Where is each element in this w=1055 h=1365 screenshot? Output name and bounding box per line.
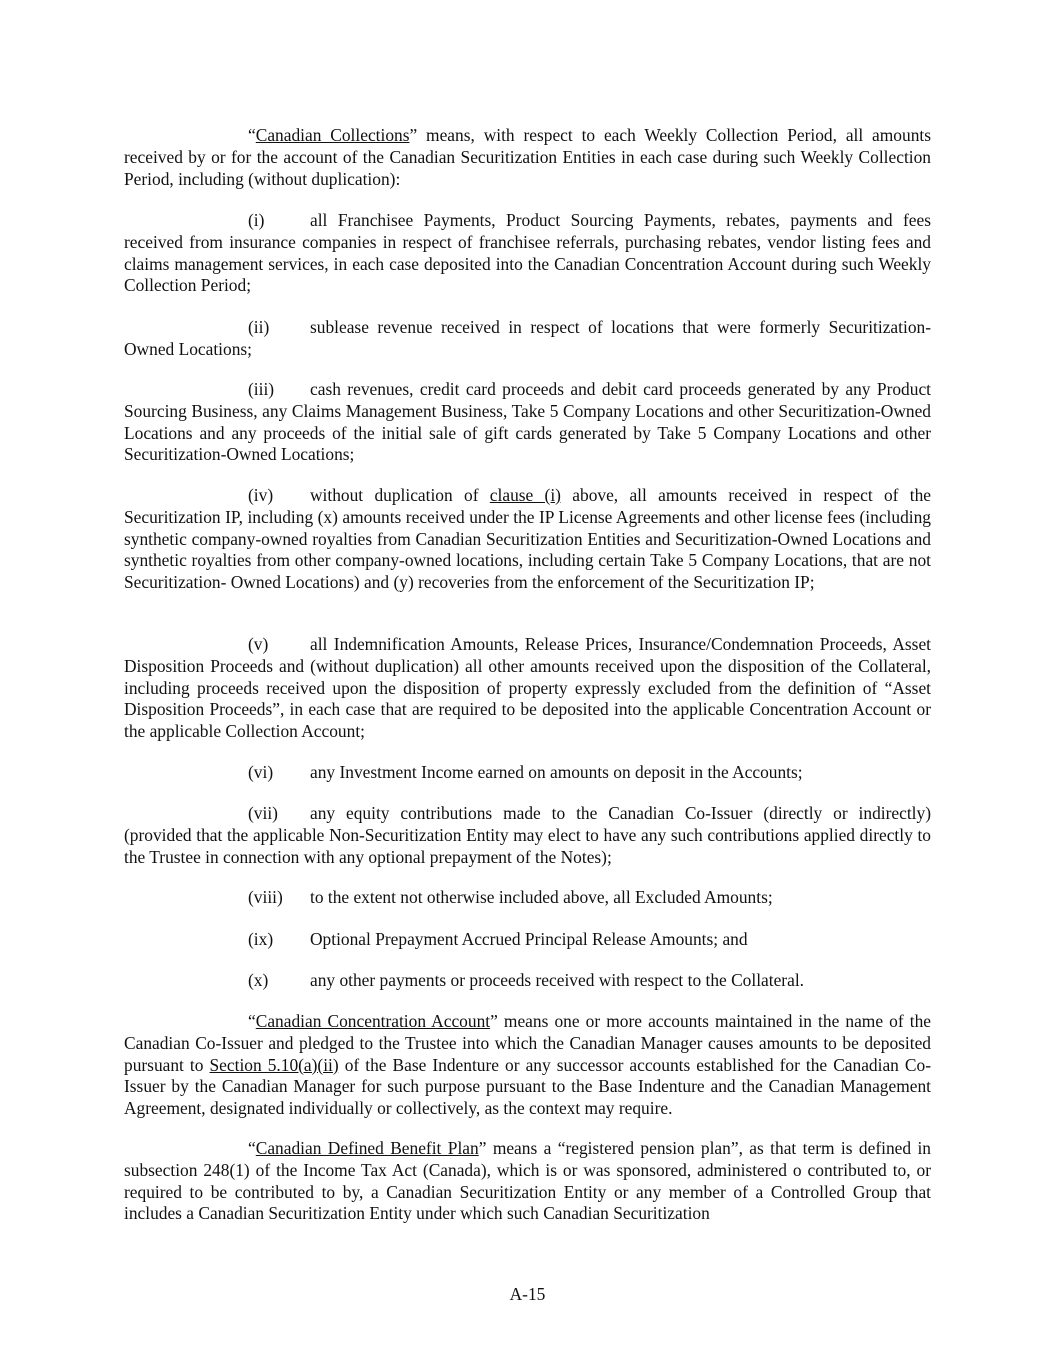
defined-term: Canadian Concentration Account — [255, 1011, 491, 1031]
clause-number: (v) — [248, 634, 269, 654]
clause-viii: (viii) to the extent not otherwise included above, all Excluded Amounts; — [248, 887, 773, 907]
defined-term: Canadian Defined Benefit Plan — [255, 1138, 479, 1158]
page-number: A-15 — [509, 1284, 546, 1304]
clause-number: (iv) — [248, 485, 274, 505]
cross-reference-clause-i: clause (i) — [489, 485, 561, 505]
clause-number: (i) — [248, 210, 265, 230]
clause-number: (ix) — [248, 929, 274, 949]
clause-number: (vi) — [248, 762, 274, 782]
clause-number: (viii) — [248, 887, 283, 907]
clause-number: (iii) — [248, 379, 275, 399]
clause-number: (ii) — [248, 317, 270, 337]
defined-term: Canadian Collections — [255, 125, 410, 145]
clause-vii: (vii) any equity contributions made to the Canadian Co-Issuer (directly or indirectly) (provided that the applicable Non-Securitization Entity may elect to have any such contributions applied directly to the Trustee in connection with any optional prepayment of the Notes); — [124, 803, 931, 867]
clause-i: (i) all Franchisee Payments, Product Sourcing Payments, rebates, payments and fees received from insurance companies in respect of franchisee referrals, purchasing rebates, vendor listing fees and claims management services, in each case deposited into the Canadian Concentration Account during such Weekly Collection Period; — [124, 210, 931, 296]
clause-iii: (iii) cash revenues, credit card proceeds and debit card proceeds generated by any Product Sourcing Business, any Claims Management Business, Take 5 Company Locations and other Securitization-Owned Locations and any proceeds of the initial sale of gift cards generated by Take 5 Company Locations and other Securitization-Owned Locations; — [124, 379, 931, 465]
clause-v: (v) all Indemnification Amounts, Release Prices, Insurance/Condemnation Proceeds, Asset Disposition Proceeds and (without duplication) all other amounts received upon the disposition of the Collateral, including proceeds received upon the disposition of property expressly excluded from the definition of “Asset Disposition Proceeds”, in each case that are required to be deposited into the applicable Concentration Account or the applicable Collection Account; — [124, 634, 931, 742]
clause-number: (x) — [248, 970, 269, 990]
clause-number: (vii) — [248, 803, 278, 823]
definition-canadian-collections: “Canadian Collections” means, with respect to each Weekly Collection Period, all amounts received by or for the account of the Canadian Securitization Entities in each case during such Weekly Collection Period, including (without duplication): — [124, 125, 931, 189]
definition-canadian-concentration-account: “Canadian Concentration Account” means one or more accounts maintained in the name of the Canadian Co-Issuer and pledged to the Trustee into which the Canadian Manager causes amounts to be deposited pursuant to Section 5.10(a)(ii) of the Base Indenture or any successor accounts established for the Canadian Co-Issuer by the Canadian Manager for such purpose pursuant to the Base Indenture and the Canadian Management Agreement, designated individually or collectively, as the context may require. — [124, 1011, 931, 1119]
clause-vi: (vi) any Investment Income earned on amounts on deposit in the Accounts; — [248, 762, 803, 782]
clause-ii: (ii) sublease revenue received in respect of locations that were formerly Securitization-Owned Locations; — [124, 317, 931, 359]
cross-reference-section: Section 5.10(a)(ii) — [209, 1054, 339, 1075]
clause-ix: (ix) Optional Prepayment Accrued Principal Release Amounts; and — [248, 929, 748, 949]
clause-iv: (iv) without duplication of clause (i) above, all amounts received in respect of the Securitization IP, including (x) amounts received under the IP License Agreements and other license fees (including synthetic company-owned royalties from Canadian Securitization Entities and Securitization-Owned Locations and synthetic royalties from other company-owned locations, including certain Take 5 Company Locations, that are not Securitization- Owned Locations) and (y) recoveries from the enforcement of the Securitization IP; — [124, 485, 931, 593]
clause-x: (x) any other payments or proceeds received with respect to the Collateral. — [248, 970, 804, 990]
definition-canadian-defined-benefit-plan: “Canadian Defined Benefit Plan” means a “registered pension plan”, as that term is defined in subsection 248(1) of the Income Tax Act (Canada), which is or was sponsored, administered o contributed to, or required to be contributed to by, a Canadian Securitization Entity or any member of a Controlled Group that includes a Canadian Securitization Entity under which such Canadian Securitization — [124, 1138, 931, 1224]
